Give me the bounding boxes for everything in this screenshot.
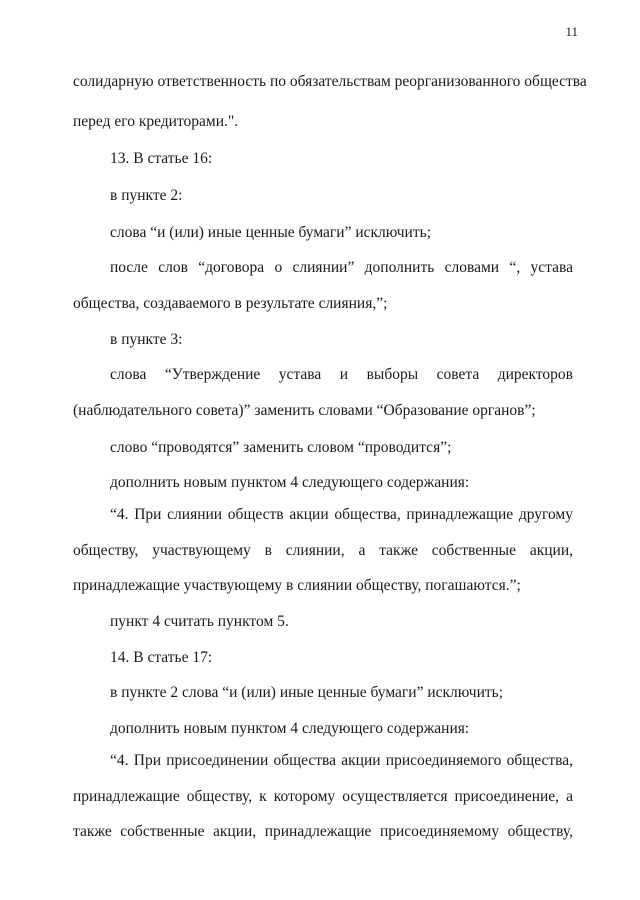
page-number: 11 [565,24,578,39]
text-line: дополнить новым пунктом 4 следующего содержания: [110,474,470,491]
text-line: дополнить новым пунктом 4 следующего содержания: [110,720,470,737]
text-line: в пункте 2: [110,187,183,204]
text-line: также собственные акции, принадлежащие присоединяемому обществу, [73,823,573,840]
text-line: общества, создаваемого в результате слияния,”; [73,295,388,312]
text-line: принадлежащие обществу, к которому осуществляется присоединение, а [73,788,573,805]
text-line: после слов “договора о слиянии” дополнить словами “, устава [110,259,573,276]
text-line: “4. При присоединении общества акции присоединяемого общества, [110,752,573,769]
text-line: в пункте 2 слова “и (или) иные ценные бумаги” исключить; [110,684,504,701]
text-line: принадлежащие участвующему в слиянии обществу, погашаются.”; [73,577,521,594]
text-line: слова “Утверждение устава и выборы совета директоров [110,366,573,383]
text-line: слово “проводятся” заменить словом “проводится”; [110,439,452,456]
text-line: солидарную ответственность по обязательствам реорганизованного общества [73,73,587,90]
text-line: “4. При слиянии обществ акции общества, принадлежащие другому [110,506,573,523]
text-line: 14. В статье 17: [110,649,213,666]
text-line: слова “и (или) иные ценные бумаги” исключить; [110,224,431,241]
text-line: 13. В статье 16: [110,150,213,167]
text-line: пункт 4 считать пунктом 5. [110,613,289,630]
text-line: перед его кредиторами.". [73,113,239,130]
text-line: в пункте 3: [110,331,183,348]
text-line: обществу, участвующему в слиянии, а также собственные акции, [73,542,573,559]
text-line: (наблюдательного совета)” заменить словами “Образование органов”; [73,402,536,419]
